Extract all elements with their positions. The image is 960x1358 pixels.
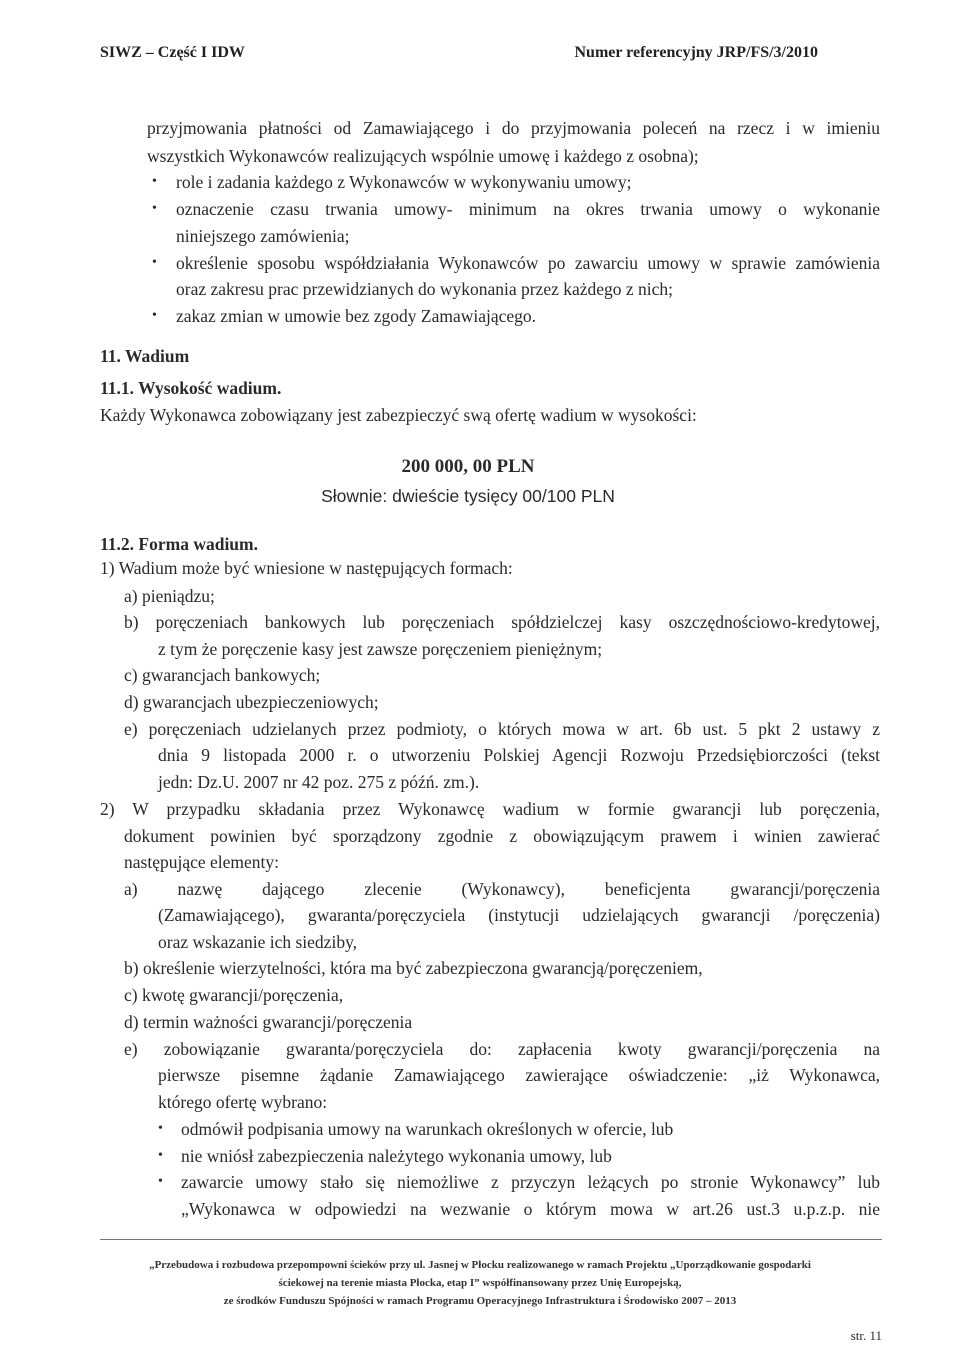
- list-item-cont: dnia 9 listopada 2000 r. o utworzeniu Polskiej Agencji Rozwoju Przedsiębiorczości (tekst: [158, 745, 880, 765]
- list-item-cont: pierwsze pisemne żądanie Zamawiającego zawierające oświadczenie: „iż Wykonawca,: [158, 1065, 880, 1085]
- list-item: a) pieniądzu;: [124, 586, 215, 606]
- bullet-icon: •: [152, 201, 157, 216]
- header-left: SIWZ – Część I IDW: [100, 44, 245, 61]
- bullet-icon: •: [152, 255, 157, 270]
- bullet-text: nie wniósł zabezpieczenia należytego wykonania umowy, lub: [181, 1146, 612, 1166]
- paragraph: 1) Wadium może być wniesione w następujących formach:: [100, 558, 513, 578]
- footer-line-3: ze środków Funduszu Spójności w ramach Programu Operacyjnego Infrastruktura i Środowisko 2007 – 2013: [223, 1295, 737, 1307]
- page-number: str. 11: [850, 1328, 882, 1343]
- wadium-amount: 200 000, 00 PLN: [401, 456, 535, 477]
- bullet-icon: •: [152, 308, 157, 323]
- paragraph-cont: dokument powinien być sporządzony zgodnie z obowiązującym prawem i winien zawierać: [124, 826, 880, 846]
- list-item: c) kwotę gwarancji/poręczenia,: [124, 985, 344, 1005]
- footer-rule: [100, 1239, 882, 1240]
- bullet-icon: •: [152, 174, 157, 189]
- list-item: e) zobowiązanie gwaranta/poręczyciela do: zapłacenia kwoty gwarancji/poręczenia na: [124, 1039, 880, 1059]
- list-item-cont: jedn: Dz.U. 2007 nr 42 poz. 275 z późń. zm.).: [158, 772, 480, 792]
- list-item: a) nazwę dającego zlecenie (Wykonawcy), beneficjenta gwarancji/poręczenia: [124, 879, 880, 899]
- bullet-text: „Wykonawca w odpowiedzi na wezwanie o którym mowa w art.26 ust.3 u.p.z.p. nie: [181, 1199, 880, 1219]
- header-right: Numer referencyjny JRP/FS/3/2010: [574, 44, 818, 61]
- list-item: b) poręczeniach bankowych lub poręczeniach spółdzielczej kasy oszczędnościowo-kredytowej,: [124, 612, 880, 632]
- intro-line-1: przyjmowania płatności od Zamawiającego i do przyjmowania poleceń na rzecz i w imieniu: [147, 118, 880, 138]
- subsection-heading: 11.2. Forma wadium.: [100, 534, 258, 554]
- paragraph: 2) W przypadku składania przez Wykonawcę wadium w formie gwarancji lub poręczenia,: [100, 799, 880, 819]
- list-item-cont: którego ofertę wybrano:: [158, 1092, 328, 1112]
- bullet-text: oznaczenie czasu trwania umowy- minimum na okres trwania umowy o wykonanie: [176, 199, 880, 219]
- bullet-icon: •: [158, 1121, 163, 1136]
- list-item: d) termin ważności gwarancji/poręczenia: [124, 1012, 413, 1032]
- bullet-text: oraz zakresu prac przewidzianych do wykonania przez każdego z nich;: [176, 279, 674, 299]
- list-item-cont: oraz wskazanie ich siedziby,: [158, 932, 358, 952]
- list-item: d) gwarancjach ubezpieczeniowych;: [124, 692, 379, 712]
- footer-line-1: „Przebudowa i rozbudowa przepompowni ścieków przy ul. Jasnej w Płocku realizowanego w ramach Projektu „Uporządkowanie gospodarki: [149, 1259, 811, 1271]
- bullet-text: określenie sposobu współdziałania Wykonawców po zawarciu umowy w sprawie zamówienia: [176, 253, 880, 273]
- wadium-amount-words: Słownie: dwieście tysięcy 00/100 PLN: [321, 486, 615, 506]
- bullet-icon: •: [158, 1174, 163, 1189]
- bullet-text: niniejszego zamówienia;: [176, 226, 350, 246]
- list-item-cont: z tym że poręczenie kasy jest zawsze poręczeniem pieniężnym;: [158, 639, 603, 659]
- paragraph-cont: następujące elementy:: [124, 852, 279, 872]
- bullet-text: odmówił podpisania umowy na warunkach określonych w ofercie, lub: [181, 1119, 674, 1139]
- list-item: e) poręczeniach udzielanych przez podmioty, o których mowa w art. 6b ust. 5 pkt 2 ustawy z: [124, 719, 880, 739]
- intro-line-2: wszystkich Wykonawców realizujących wspólnie umowę i każdego z osobna);: [147, 146, 699, 166]
- bullet-text: role i zadania każdego z Wykonawców w wykonywaniu umowy;: [176, 172, 632, 192]
- bullet-text: zawarcie umowy stało się niemożliwe z przyczyn leżących po stronie Wykonawcy” lub: [181, 1172, 880, 1192]
- footer-line-2: ściekowej na terenie miasta Płocka, etap I” współfinansowany przez Unię Europejską,: [278, 1277, 682, 1289]
- section-heading: 11. Wadium: [100, 346, 190, 366]
- list-item-cont: (Zamawiającego), gwaranta/poręczyciela (instytucji udzielających gwarancji /poręczenia): [158, 905, 880, 925]
- list-item: c) gwarancjach bankowych;: [124, 665, 321, 685]
- bullet-text: zakaz zmian w umowie bez zgody Zamawiającego.: [176, 306, 537, 326]
- list-item: b) określenie wierzytelności, która ma być zabezpieczona gwarancją/poręczeniem,: [124, 958, 703, 978]
- paragraph: Każdy Wykonawca zobowiązany jest zabezpieczyć swą ofertę wadium w wysokości:: [100, 405, 697, 425]
- bullet-icon: •: [158, 1148, 163, 1163]
- subsection-heading: 11.1. Wysokość wadium.: [100, 378, 282, 398]
